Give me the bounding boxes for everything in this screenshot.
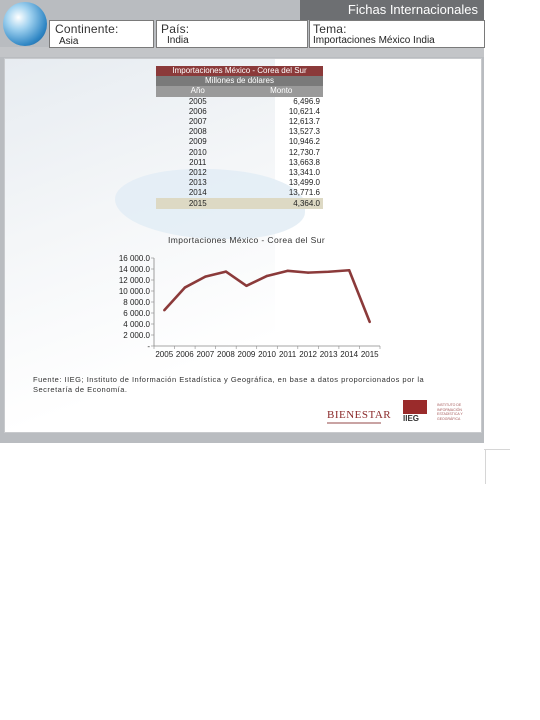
x-tick-label: 2009 — [237, 350, 256, 359]
x-tick-label: 2008 — [217, 350, 235, 359]
table-row — [156, 168, 323, 178]
amount-cell: 12,730.7 — [288, 147, 320, 157]
continente-box — [49, 20, 154, 48]
x-tick-label: 2010 — [258, 350, 276, 359]
iieg-logo-text: IIEG — [403, 414, 420, 423]
tema-value: Importaciones México India — [313, 35, 435, 46]
continente-value: Asia — [59, 36, 79, 47]
data-point — [286, 270, 288, 272]
table-row — [156, 188, 323, 198]
year-cell: 2006 — [188, 106, 207, 116]
data-point — [266, 275, 268, 277]
table-row — [156, 127, 323, 137]
year-cell: 2008 — [188, 127, 207, 137]
table-row — [156, 97, 323, 107]
iieg-logo — [401, 400, 433, 426]
data-point — [348, 269, 350, 271]
data-point — [307, 271, 309, 273]
continente-label: Continente: — [55, 22, 119, 36]
table-subtitle: Millones de dólares — [156, 76, 323, 86]
x-tick-label: 2007 — [196, 350, 215, 359]
x-tick-label: 2015 — [360, 350, 379, 359]
tema-box — [309, 20, 485, 48]
title-band — [300, 0, 484, 20]
x-tick-label: 2011 — [278, 350, 297, 359]
data-table — [156, 66, 323, 209]
source-note: Fuente: IIEG; Instituto de Información Estadística y Geográfica, en base a datos proporcionados por la Secretaría de Economía. — [33, 375, 425, 394]
column-header-amount: Monto — [240, 86, 324, 96]
year-cell: 2013 — [188, 178, 207, 188]
table-row — [156, 107, 323, 117]
pais-box — [156, 20, 308, 48]
amount-cell: 13,341.0 — [288, 167, 320, 177]
pais-label: País: — [161, 22, 190, 36]
table-row — [156, 178, 323, 188]
table-row — [156, 158, 323, 168]
x-tick-label: 2013 — [319, 350, 338, 359]
bienestar-logo-underline — [327, 422, 381, 424]
globe-icon — [3, 2, 47, 46]
x-tick-label: 2012 — [299, 350, 317, 359]
page-title: Fichas Internacionales — [347, 2, 478, 17]
year-cell: 2011 — [189, 157, 207, 167]
amount-cell: 13,771.6 — [288, 188, 320, 198]
data-point — [184, 286, 186, 288]
iieg-logo-description: INSTITUTO DE INFORMACIÓN ESTADÍSTICA Y GEOGRÁFICA — [437, 403, 463, 421]
amount-cell: 10,621.4 — [288, 106, 320, 116]
y-tick-label: 12 000.0 — [118, 275, 150, 285]
table-row — [156, 148, 323, 158]
year-cell: 2009 — [188, 137, 207, 147]
amount-cell: 13,663.8 — [288, 157, 320, 167]
amount-cell: 4,364.0 — [240, 198, 324, 208]
line-chart — [108, 252, 398, 364]
amount-cell: 6,496.9 — [293, 96, 320, 106]
table-title: Importaciones México - Corea del Sur — [156, 66, 323, 76]
iieg-logo-mark — [403, 400, 427, 414]
table-row — [156, 117, 323, 127]
data-point — [163, 309, 165, 311]
amount-cell: 10,946.2 — [288, 137, 320, 147]
amount-cell: 13,499.0 — [288, 178, 320, 188]
year-cell: 2014 — [188, 188, 207, 198]
table-row — [156, 137, 323, 147]
y-tick-label: 16 000.0 — [118, 253, 150, 263]
x-tick-label: 2005 — [155, 350, 174, 359]
divider-line — [485, 449, 486, 484]
amount-cell: 12,613.7 — [288, 117, 320, 127]
year-cell: 2015 — [156, 198, 240, 208]
y-tick-label: 8 000.0 — [123, 297, 150, 307]
y-tick-label: 2 000.0 — [123, 330, 150, 340]
y-tick-label: - — [147, 341, 150, 351]
column-header-year: Año — [156, 86, 240, 96]
series-line — [164, 270, 369, 322]
header-divider — [0, 47, 484, 57]
x-tick-label: 2014 — [340, 350, 359, 359]
tema-label: Tema: — [313, 22, 347, 36]
data-point — [225, 270, 227, 272]
year-cell: 2005 — [188, 96, 207, 106]
y-tick-label: 10 000.0 — [118, 286, 150, 296]
data-point — [245, 285, 247, 287]
bienestar-logo — [327, 407, 392, 427]
y-tick-label: 4 000.0 — [123, 319, 150, 329]
y-tick-label: 6 000.0 — [123, 308, 150, 318]
chart-title: Importaciones México - Corea del Sur — [168, 235, 326, 245]
year-cell: 2012 — [188, 167, 207, 177]
table-row — [156, 198, 323, 208]
data-point — [327, 271, 329, 273]
year-cell: 2007 — [188, 117, 207, 127]
pais-value: India — [167, 35, 189, 46]
bienestar-logo-text: BIENESTAR — [327, 409, 392, 421]
amount-cell: 13,527.3 — [288, 127, 320, 137]
y-tick-label: 14 000.0 — [118, 264, 150, 274]
data-point — [369, 321, 371, 323]
divider-line — [484, 449, 510, 450]
data-point — [204, 275, 206, 277]
year-cell: 2010 — [188, 147, 207, 157]
x-tick-label: 2006 — [175, 350, 194, 359]
